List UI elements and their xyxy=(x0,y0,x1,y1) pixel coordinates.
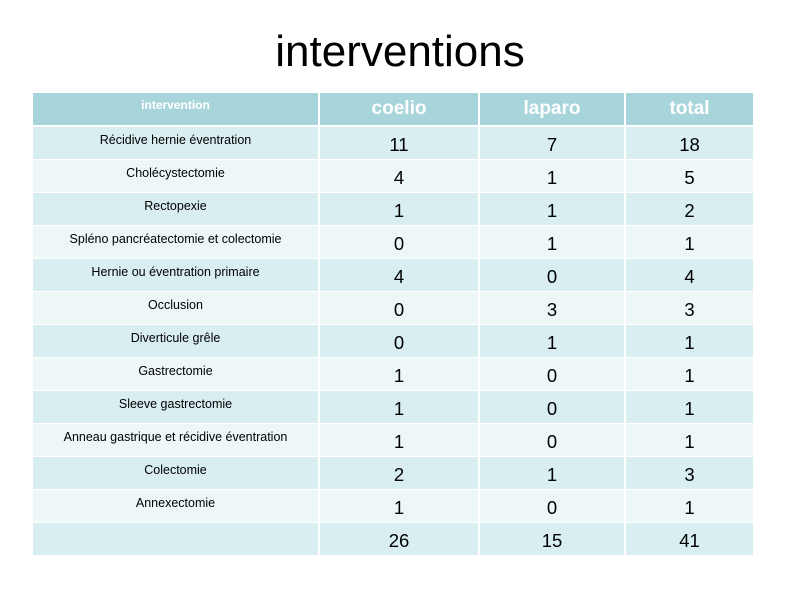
row-total-value: 3 xyxy=(626,457,753,490)
row-intervention-name: Récidive hernie éventration xyxy=(33,127,320,160)
row-laparo-value: 7 xyxy=(480,127,626,160)
table-row xyxy=(33,259,753,292)
column-header-intervention: intervention xyxy=(33,93,320,127)
row-total-value: 3 xyxy=(626,292,753,325)
column-header-total: total xyxy=(626,93,753,127)
row-intervention-name: Colectomie xyxy=(33,457,320,490)
column-header-laparo: laparo xyxy=(480,93,626,127)
totals-total-value: 41 xyxy=(626,523,753,556)
row-total-value: 1 xyxy=(626,325,753,358)
row-total-value: 1 xyxy=(626,391,753,424)
table-row xyxy=(33,424,753,457)
row-laparo-value: 0 xyxy=(480,490,626,523)
row-total-value: 1 xyxy=(626,358,753,391)
row-coelio-value: 11 xyxy=(320,127,480,160)
row-coelio-value: 2 xyxy=(320,457,480,490)
row-laparo-value: 0 xyxy=(480,424,626,457)
table-row xyxy=(33,193,753,226)
row-total-value: 5 xyxy=(626,160,753,193)
row-total-value: 1 xyxy=(626,424,753,457)
row-intervention-name: Hernie ou éventration primaire xyxy=(33,259,320,292)
totals-label xyxy=(33,523,320,556)
row-total-value: 1 xyxy=(626,490,753,523)
row-laparo-value: 0 xyxy=(480,259,626,292)
row-total-value: 4 xyxy=(626,259,753,292)
slide-title: interventions xyxy=(275,27,525,76)
table-row xyxy=(33,292,753,325)
table-header-row xyxy=(33,93,753,127)
row-coelio-value: 4 xyxy=(320,160,480,193)
row-total-value: 18 xyxy=(626,127,753,160)
row-coelio-value: 1 xyxy=(320,490,480,523)
table-row xyxy=(33,226,753,259)
interventions-table xyxy=(33,93,753,556)
row-coelio-value: 1 xyxy=(320,358,480,391)
table-row xyxy=(33,325,753,358)
row-intervention-name: Sleeve gastrectomie xyxy=(33,391,320,424)
row-intervention-name: Gastrectomie xyxy=(33,358,320,391)
table-row xyxy=(33,391,753,424)
row-coelio-value: 1 xyxy=(320,193,480,226)
row-coelio-value: 0 xyxy=(320,325,480,358)
row-laparo-value: 0 xyxy=(480,358,626,391)
table-row xyxy=(33,160,753,193)
row-laparo-value: 1 xyxy=(480,160,626,193)
row-total-value: 2 xyxy=(626,193,753,226)
row-intervention-name: Cholécystectomie xyxy=(33,160,320,193)
row-intervention-name: Occlusion xyxy=(33,292,320,325)
row-intervention-name: Spléno pancréatectomie et colectomie xyxy=(33,226,320,259)
totals-laparo-value: 15 xyxy=(480,523,626,556)
row-coelio-value: 1 xyxy=(320,424,480,457)
row-coelio-value: 0 xyxy=(320,292,480,325)
row-intervention-name: Rectopexie xyxy=(33,193,320,226)
table-row xyxy=(33,358,753,391)
row-intervention-name: Diverticule grêle xyxy=(33,325,320,358)
row-coelio-value: 4 xyxy=(320,259,480,292)
row-intervention-name: Anneau gastrique et récidive éventration xyxy=(33,424,320,457)
row-laparo-value: 3 xyxy=(480,292,626,325)
row-coelio-value: 1 xyxy=(320,391,480,424)
row-laparo-value: 0 xyxy=(480,391,626,424)
row-laparo-value: 1 xyxy=(480,457,626,490)
row-laparo-value: 1 xyxy=(480,193,626,226)
row-total-value: 1 xyxy=(626,226,753,259)
table-row xyxy=(33,490,753,523)
column-header-coelio: coelio xyxy=(320,93,480,127)
totals-row xyxy=(33,523,753,556)
row-laparo-value: 1 xyxy=(480,325,626,358)
row-laparo-value: 1 xyxy=(480,226,626,259)
totals-coelio-value: 26 xyxy=(320,523,480,556)
row-coelio-value: 0 xyxy=(320,226,480,259)
table-row xyxy=(33,457,753,490)
row-intervention-name: Annexectomie xyxy=(33,490,320,523)
table-row xyxy=(33,127,753,160)
